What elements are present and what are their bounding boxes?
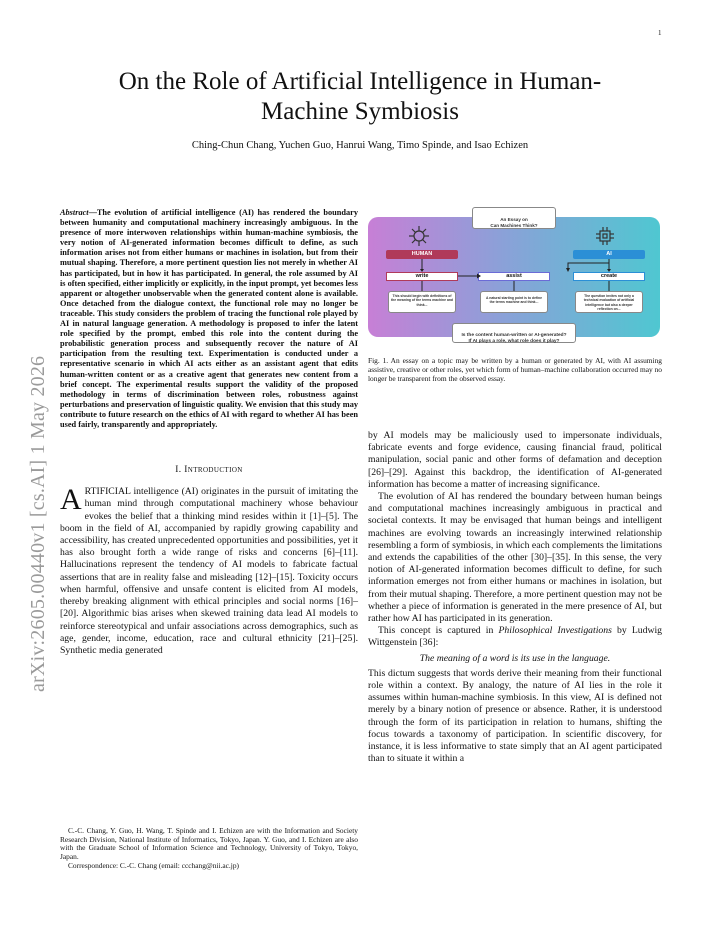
wittgenstein-quote: The meaning of a word is its use in the language. [419,652,611,664]
ai-label: AI [573,250,645,259]
create-note: The question invites not only a technical evaluation of artificial intelligence but also a deeper reflection on... [575,291,643,313]
create-role: create [573,272,645,281]
assist-note: A natural starting point is to define the terms machine and think... [480,291,548,313]
arxiv-identifier[interactable]: arXiv:2605.00440v1 [cs.AI] 1 May 2026 [27,355,49,692]
intro-p1-text: RTIFICIAL intelligence (AI) originates in the pursuit of imitating the human mind through computational machinery whose behaviour evokes the belief that a thinking mind resides within it [1]–[5]. The boom in the field of AI, accompanied by rapidly growing capability and accessibility, has created unprecedented opportunities and possibilities, yet it has also brought forth a wide range of risks and concerns [6]–[11]. Hallucinations represent the tendency of AI models to fabricate factual assertions that are in reality false and misleading [12]–[15]. Toxicity occurs when harmful, offensive and unsafe content is elicited from AI models, thereby breaking alignment with ethical principles and social norms [16]–[20]. Algorithmic bias arises when skewed training data lead AI models to reinforce stereotypical and unfair associations across demographics, such as age, gender, income, education, race and cultural ethnicity [21]–[25]. Synthetic media generated [60,486,358,656]
page-number: 1 [658,29,662,37]
assist-role: assist [478,272,550,281]
abstract [60,208,358,430]
human-label: HUMAN [386,250,458,259]
drop-cap: A [60,483,82,517]
intro-paragraph-3: This concept is captured in Philosophical Investigations by Ludwig Wittgenstein [36]: [368,625,663,649]
figure-caption: Fig. 1. An essay on a topic may be written by a human or generated by AI, with AI assuming assistive, creative or other roles, yet which form of human–machine collaboration occurred may no longer be transparent from the observed essay. [368,356,662,383]
footnote [60,827,358,871]
intro-paragraph-4: This dictum suggests that words derive their meaning from their functional role within a context. By analogy, the nature of AI lies in the role it assumes within human-machine symbiosis. In this view, AI is defined not merely by a binary notion of presence or absence. Rather, it is understood through the form of its participation in relation to humans, shifting the focus towards a taxonomy of participation. In scientific discovery, for instance, it is less informative to state simply that an AI agent participated than to situate it within a [368,667,662,765]
question-box [452,323,576,343]
section-heading: I. Introduction [175,465,243,476]
write-role: write [386,272,458,281]
abstract-label: Abstract [60,208,89,217]
intro-paragraph-1 [60,483,358,657]
book-title: Philosophical Investigations [498,625,612,637]
author-list: Ching-Chun Chang, Yuchen Guo, Hanrui Wang, Timo Spinde, and Isao Echizen [191,140,529,151]
affiliation-note: C.-C. Chang, Y. Guo, H. Wang, T. Spinde and I. Echizen are with the Information and Society Research Division, National Institute of Informatics, Tokyo, Japan. Y. Guo, and I. Echizen are also with the Graduate School of Information Science and Technology, University of Tokyo, Tokyo, Japan. [60,826,358,862]
intro-paragraph-2: The evolution of AI has rendered the boundary between human beings and computational machines increasingly ambiguous in practical and societal contexts. It may be envisaged that human beings and intelligent machines are evolving towards an increasingly interwined relationship resembling a form of symbiosis, in which each complements the limitations and extends the capabilities of the other [30]–[35]. In this sense, the very notion of AI-generated information becomes difficult to define, for such information emerges not from either humans or machines in isolation, but from their mutual shaping. Therefore, a more pertinent question may not be whether a piece of information is generated in the mere presence of AI, but rather how AI has participated in its generation. [368,491,662,625]
essay-topic-text: An Essay on Can Machines Think? [490,217,538,228]
abstract-text: —The evolution of artificial intelligence (AI) has rendered the boundary between humanity and computational machinery increasingly ambiguous. In the presence of more interwoven relationships within human-machine symbiosis, the very notion of AI-generated information becomes difficult to define, as such information arises not from either humans or machines in isolation, but from their mutual shaping. Therefore, a more pertinent question lies not merely in whether AI has participated, but in how it has participated. In general, the role assumed by AI is often specified, either implicitly or explicitly, in the input prompt, yet becomes less apparent or altogether unobservable when the generated content alone is available. Once detached from the dialogue context, the functional role may no longer be traceable. This study considers the problem of tracing the functional role played by AI in natural language generation. A methodology is proposed to infer the latent role specified by the prompt, embed this role into the content during the probabilistic generation process and subsequently recover the nature of AI participation from the resulting text. Experimentation is conducted under a representative scenario in which AI acts either as an assistant agent that edits human-written content or as a creative agent that generates new content from a brief concept. The experimental results support the validity of the proposed methodology in terms of discrimination between roles, robustness against perturbations and preservation of linguistic quality. We envision that this study may contribute to future research on the ethics of AI with regard to whether AI has been used fairly, transparently and appropriately. [60,208,358,429]
left-column [60,208,358,657]
intro-paragraph-1-continued: by AI models may be maliciously used to impersonate individuals, fabricate events and forge evidence, causing financial fraud, political manipulation, social panic and other forms of defamation and deception [26]–[29]. Against this backdrop, the identification of AI-generated information has become a matter of increasing significance. [368,430,662,490]
right-column [368,430,662,765]
write-note: This should begin with definitions of the meaning of the terms machine and think... [388,291,456,313]
paper-title: On the Role of Artificial Intelligence in Human-Machine Symbiosis [118,68,602,125]
correspondence-note: Correspondence: C.-C. Chang (email: ccchang@nii.ac.jp) [68,860,239,870]
question-text: Is the content human-written or AI-generated? If AI plays a role, what role does it play? [461,333,567,344]
figure-1 [368,207,660,347]
